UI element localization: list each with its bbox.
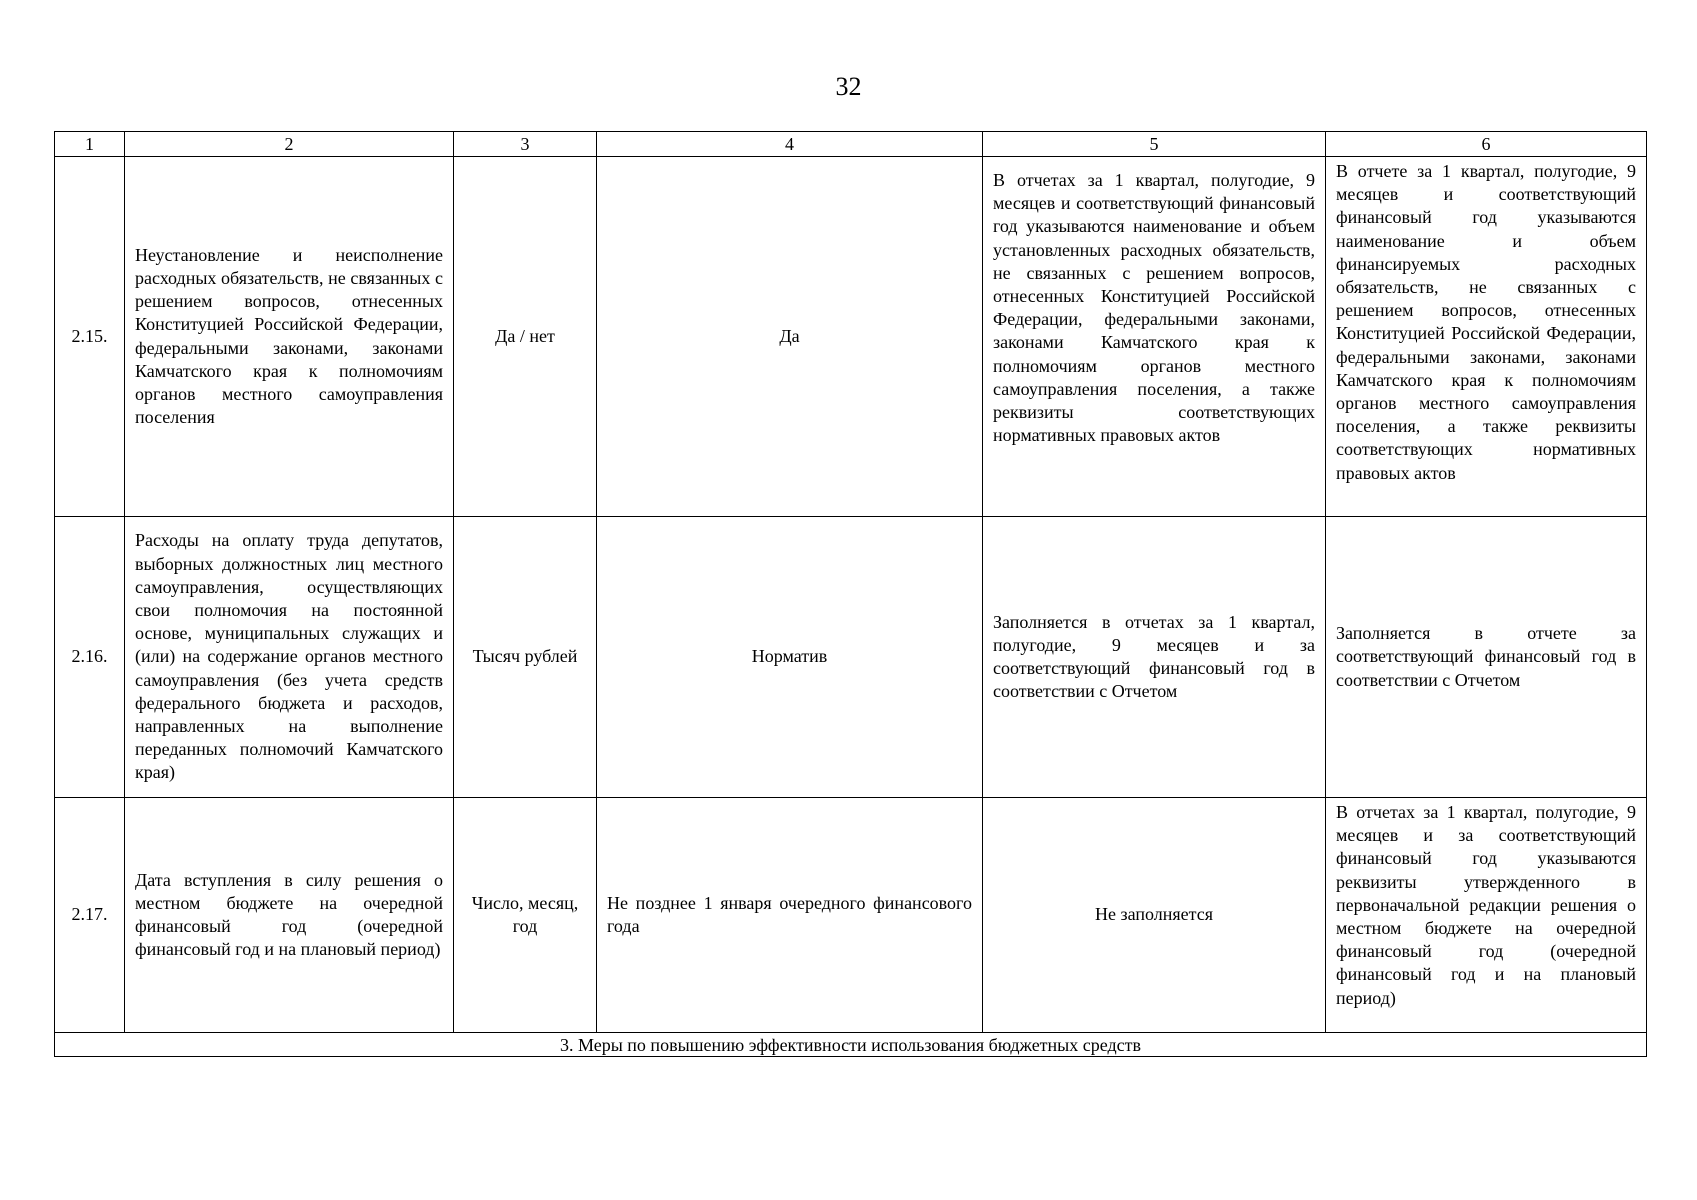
header-cell-2: 2 [125,132,454,157]
unit-of-measure: Число, месяц, год [454,798,597,1033]
section-title: 3. Меры по повышению эффективности использования бюджетных средств [55,1033,1647,1057]
page-number: 32 [835,72,862,101]
header-cell-6: 6 [1326,132,1647,157]
unit-of-measure: Тысяч рублей [454,517,597,798]
table-header-row [55,132,1647,157]
row-number: 2.16. [55,517,125,798]
unit-of-measure: Да / нет [454,157,597,517]
header-cell-4: 4 [597,132,983,157]
row-number: 2.15. [55,157,125,517]
criterion-value: Норматив [597,517,983,798]
table-row [55,157,1647,517]
table-row [55,798,1647,1033]
col6-description: В отчетах за 1 квартал, полугодие, 9 месяцев и за соответствующий финансовый год указываются реквизиты утвержденного в первоначальной редакции решения о местном бюджете на очередной финансовый год (очередной финансовый год и на плановый период) [1326,798,1647,1033]
header-cell-3: 3 [454,132,597,157]
col5-description: В отчетах за 1 квартал, полугодие, 9 месяцев и соответствующий финансовый год указываются наименование и объем установленных расходных обязательств, не связанных с решением вопросов, отнесенных Конституцией Российской Федерации, федеральными законами, законами Камчатского края к полномочиям органов местного самоуправления поселения, а также реквизиты соответствующих нормативных правовых актов [983,157,1326,517]
indicator-name: Неустановление и неисполнение расходных обязательств, не связанных с решением вопросов, отнесенных Конституцией Российской Федерации, федеральными законами, законами Камчатского края к полномочиям органов местного самоуправления поселения [125,157,454,517]
table-row [55,517,1647,798]
header-cell-1: 1 [55,132,125,157]
row-number: 2.17. [55,798,125,1033]
col6-description: В отчете за 1 квартал, полугодие, 9 месяцев и соответствующий финансовый год указываются наименование и объем финансируемых расходных обязательств, не связанных с решением вопросов, отнесенных Конституцией Российской Федерации, федеральными законами, законами Камчатского края к полномочиям органов местного самоуправления поселения, а также реквизиты соответствующих нормативных правовых актов [1326,157,1647,517]
col5-description: Заполняется в отчетах за 1 квартал, полугодие, 9 месяцев и за соответствующий финансовый год в соответствии с Отчетом [983,517,1326,798]
report-table [54,131,1647,1057]
indicator-name: Дата вступления в силу решения о местном бюджете на очередной финансовый год (очередной финансовый год и на плановый период) [125,798,454,1033]
criterion-value: Да [597,157,983,517]
header-cell-5: 5 [983,132,1326,157]
section-row [55,1033,1647,1057]
criterion-value: Не позднее 1 января очередного финансового года [597,798,983,1033]
col5-description: Не заполняется [983,798,1326,1033]
indicator-name: Расходы на оплату труда депутатов, выборных должностных лиц местного самоуправления, осуществляющих свои полномочия на постоянной основе, муниципальных служащих и (или) на содержание органов местного самоуправления (без учета средств федерального бюджета и расходов, направленных на выполнение переданных полномочий Камчатского края) [125,517,454,798]
col6-description: Заполняется в отчете за соответствующий финансовый год в соответствии с Отчетом [1326,517,1647,798]
